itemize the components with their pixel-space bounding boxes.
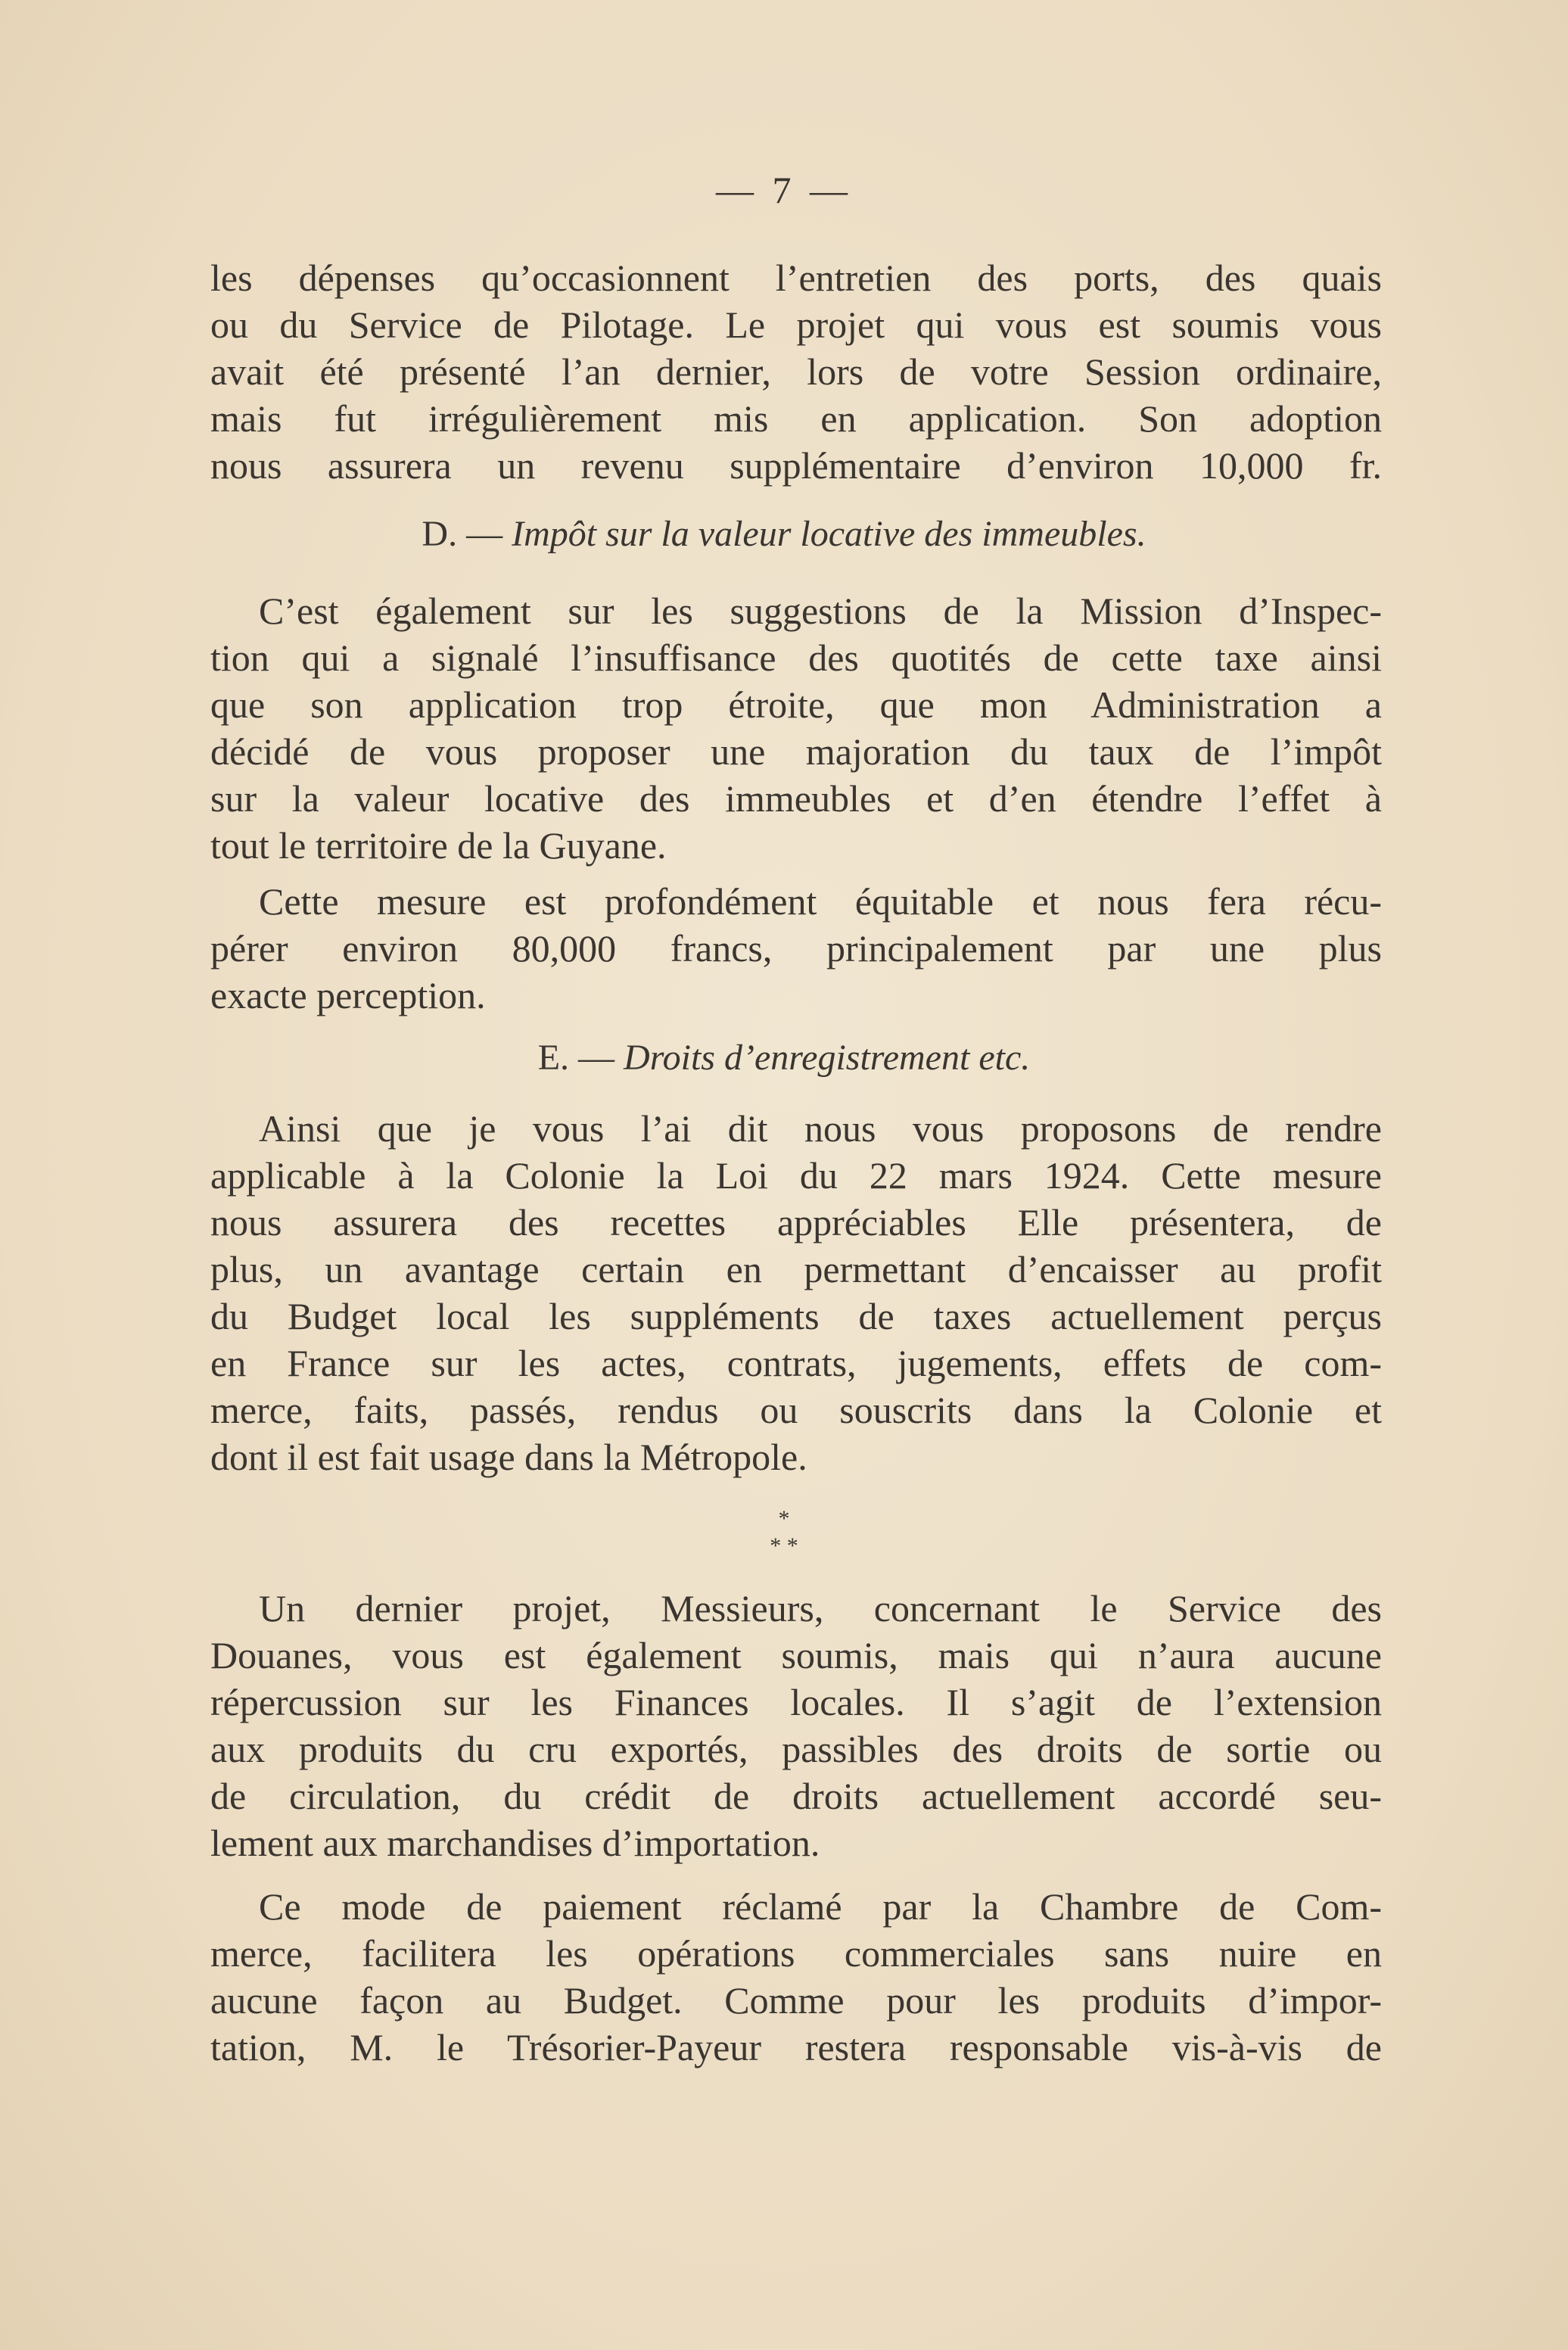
text-line: Ainsi que je vous l’ai dit nous vous proposons de rendre xyxy=(259,1107,1382,1150)
section-heading-d xyxy=(0,512,1568,557)
page-number: — 7 — xyxy=(716,169,852,211)
text-line: les dépenses qu’occasionnent l’entretien des ports, des quais xyxy=(210,257,1382,299)
text-line: aucune façon au Budget. Comme pour les produits d’impor- xyxy=(210,1979,1382,2022)
text-line: sur la valeur locative des immeubles et d’en étendre l’effet à xyxy=(210,777,1382,820)
text-line: exacte perception. xyxy=(210,974,486,1016)
text-line: tation, M. le Trésorier-Payeur restera responsable vis-à-vis de xyxy=(210,2026,1382,2068)
asterism-top: * xyxy=(778,1506,790,1531)
text-line: mais fut irrégulièrement mis en application. Son adoption xyxy=(210,397,1382,440)
text-line: nous assurera des recettes appréciables Elle présentera, de xyxy=(210,1201,1382,1243)
text-line: tion qui a signalé l’insuffisance des quotités de cette taxe ainsi xyxy=(210,637,1382,679)
section-letter: E. — xyxy=(537,1038,615,1078)
paragraph-mode-paiement xyxy=(210,1883,1382,2071)
text-line: tout le territoire de la Guyane. xyxy=(210,824,667,867)
text-line: dont il est fait usage dans la Métropole. xyxy=(210,1436,807,1478)
text-line: décidé de vous proposer une majoration du taux de l’impôt xyxy=(210,730,1382,773)
paragraph-mission-inspection xyxy=(210,587,1382,869)
text-line: ou du Service de Pilotage. Le projet qui vous est soumis vous xyxy=(210,303,1382,346)
text-line: applicable à la Colonie la Loi du 22 mars 1924. Cette mesure xyxy=(210,1154,1382,1197)
text-line: lement aux marchandises d’importation. xyxy=(210,1822,820,1864)
paragraph-service-douanes xyxy=(210,1585,1382,1866)
section-title: Droits d’enregistrement etc. xyxy=(624,1038,1031,1078)
paragraph-loi-22-mars xyxy=(210,1105,1382,1480)
text-line: répercussion sur les Finances locales. Il s’agit de l’extension xyxy=(210,1681,1382,1723)
text-line: nous assurera un revenu supplémentaire d’environ 10,000 fr. xyxy=(210,444,1382,487)
paragraph-pilotage xyxy=(210,254,1382,489)
text-line: plus, un avantage certain en permettant d’encaisser au profit xyxy=(210,1248,1382,1290)
text-line: pérer environ 80,000 francs, principalement par une plus xyxy=(210,927,1382,970)
section-title: Impôt sur la valeur locative des immeubles. xyxy=(512,514,1146,554)
text-line: Douanes, vous est également soumis, mais qui n’aura aucune xyxy=(210,1634,1382,1676)
section-letter: D. — xyxy=(422,514,503,554)
text-line: du Budget local les suppléments de taxes actuellement perçus xyxy=(210,1295,1382,1337)
text-line: C’est également sur les suggestions de la Mission d’Inspec- xyxy=(259,590,1382,632)
text-line: avait été présenté l’an dernier, lors de votre Session ordinaire, xyxy=(210,350,1382,393)
section-heading-e xyxy=(0,1035,1568,1081)
text-line: merce, facilitera les opérations commerciales sans nuire en xyxy=(210,1932,1382,1975)
text-line: Cette mesure est profondément équitable et nous fera récu- xyxy=(259,880,1382,923)
text-line: Un dernier projet, Messieurs, concernant le Service des xyxy=(259,1587,1382,1629)
text-line: Ce mode de paiement réclamé par la Chambre de Com- xyxy=(259,1885,1382,1928)
paragraph-mesure-equitable xyxy=(210,878,1382,1019)
text-line: aux produits du cru exportés, passibles des droits de sortie ou xyxy=(210,1728,1382,1770)
text-line: merce, faits, passés, rendus ou souscrits dans la Colonie et xyxy=(210,1389,1382,1431)
text-line: que son application trop étroite, que mon Administration a xyxy=(210,683,1382,726)
text-line: en France sur les actes, contrats, jugements, effets de com- xyxy=(210,1342,1382,1384)
text-line: de circulation, du crédit de droits actuellement accordé seu- xyxy=(210,1775,1382,1817)
asterism-bottom: * * xyxy=(770,1533,798,1558)
